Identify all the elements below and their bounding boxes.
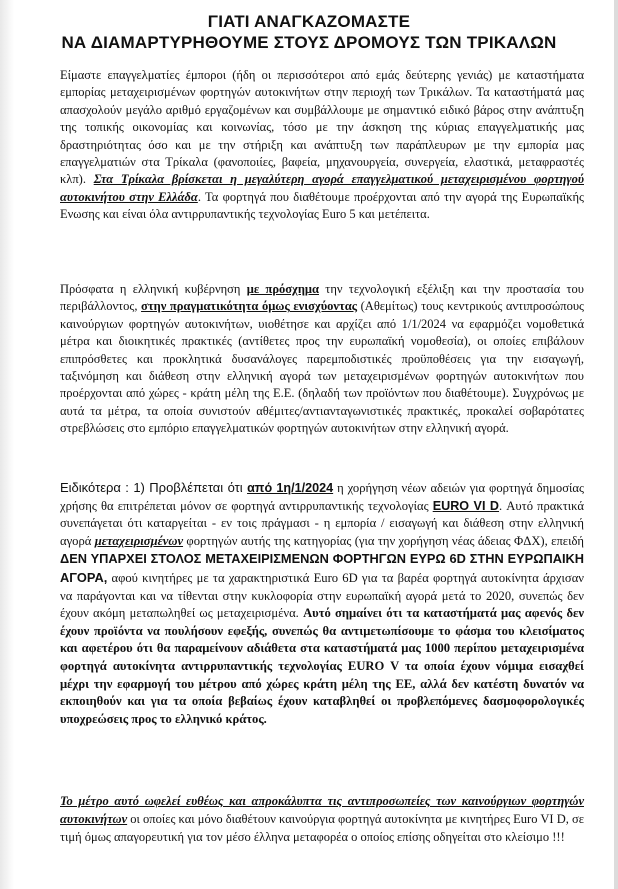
paragraph-specifics: [60, 479, 584, 728]
conclusion-emphasis: Το μέτρο αυτό ωφελεί ευθέως και απροκάλυπτα τις αντιπροσωπείες των καινούργιων φορτηγών αυτοκινήτων: [60, 794, 584, 826]
intro-emphasis: Στα Τρίκαλα βρίσκεται η μεγαλύτερη αγορά επαγγελματικού μεταχειρισμένου φορτηγού αυτοκινήτου στην Ελλάδα: [60, 172, 584, 204]
gov-text-a: Πρόσφατα η ελληνική κυβέρνηση: [60, 282, 247, 296]
specifics-bold: Αυτό σημαίνει ότι τα καταστήματά μας αφενός δεν έχουν προϊόντα να πουλήσουν εφεξής, συνεπώς θα αντιμετωπίσουμε το φάσμα του κλεισίματος και αφετέρου ότι θα παραμείνουν αδιάθετα στα καταστήματά μας 1000 περίπου μεταχειρισμένα φορτηγά αυτοκίνητα αντιρρυπαντικής τεχνολογίας EURO V τα οποία έχουν νόμιμα εισαχθεί μέχρι την εφαρμογή του μέτρου από χώρες κράτη μέλη της ΕΕ, αλλά δεν κατέστη δυνατόν να εκποιηθούν και για τα οποία βεβαίως έχουν καταβληθεί οι προβλεπόμενες δασμοφορολογικές υποχρεώσεις προς το ελληνικό κράτος.: [60, 606, 584, 726]
paragraph-government: [60, 281, 584, 438]
specifics-text-d: αφού κινητήρες με τα χαρακτηριστικά Euro 6D για τα βαρέα φορτηγά αυτοκίνητα άρχισαν να παράγονται και να τίθενται στην κυκλοφορία στην ευρωπαϊκή αγορά μετά το 2020, συνεπώς δεν έχουν ακόμη μεταπωληθεί ως μεταχειρισμένα.: [60, 570, 584, 621]
scan-edge-right: [614, 0, 618, 889]
specifics-lead: Ειδικότερα : 1) Προβλέπεται ότι: [60, 480, 248, 495]
specifics-date: από 1η/1/2024: [247, 481, 334, 495]
title-line-2: ΝΑ ΔΙΑΜΑΡΤΥΡΗΘΟΥΜΕ ΣΤΟΥΣ ΔΡΟΜΟΥΣ ΤΩΝ ΤΡΙΚΑΛΩΝ: [61, 33, 557, 52]
gov-text-c: την τεχνολογική εξέλιξη και την προστασία του περιβάλλοντος,: [60, 282, 584, 314]
specifics-euro: EURO VI D: [432, 498, 500, 513]
scan-edge: [0, 0, 14, 889]
intro-tail: . Τα φορτηγά που διαθέτουμε προέρχονται από την αγορά της Ευρωπαϊκής Ενωσης και είναι όλα αντιρρυπαντικής τεχνολογίας Euro 5 και μετέπειτα.: [60, 189, 584, 222]
gov-pretext: με πρόσχημα: [246, 282, 319, 296]
specifics-caps: ΔΕΝ ΥΠΑΡΧΕΙ ΣΤΟΛΟΣ ΜΕΤΑΧΕΙΡΙΣΜΕΝΩΝ ΦΟΡΤΗΓΩΝ ΕΥΡΩ 6D ΣΤΗΝ ΕΥΡΩΠΑΙΚΗ ΑΓΟΡΑ,: [60, 551, 584, 585]
specifics-used: μεταχειρισμένων: [94, 533, 184, 548]
paragraph-conclusion: [60, 793, 584, 846]
title-line-1: ΓΙΑΤΙ ΑΝΑΓΚΑΖΟΜΑΣΤΕ: [207, 12, 411, 31]
specifics-text-a: η χορήγηση νέων αδειών για φορτηγά δημοσίας χρήσης θα επιτρέπεται μόνον σε φορτηγά αντιρρυπαντικής τεχνολογίας: [60, 481, 584, 513]
conclusion-tail: οι οποίες και μόνο διαθέτουν καινούργια φορτηγά αυτοκίνητα με κινητήρες Euro VI D, σε τιμή όμως απαγορευτική για τον μέσο έλληνα μεταφορέα ο οποίος επίσης οδηγείται στο κλείσιμο !!!: [60, 811, 584, 844]
specifics-text-b: . Αυτό πρακτικά συνεπάγεται ότι καταργείται - εν τοις πράγμασι - η εμπορία / εισαγωγή και διάθεση στην ελληνική αγορά: [60, 498, 584, 548]
gov-text-e: (Αθεμίτως) τους κεντρικούς αντιπροσώπους καινούργιων φορτηγών αυτοκινήτων, υιοθέτησε και αρχίζει από 1/1/2024 να εφαρμόζει νομοθετικά μέτρα και διοικητικές πρακτικές (αντίθετες προς την ευρωπαϊκή νομοθεσία), οι οποίες επιβάλουν επιπρόσθετες και προκλητικά δυσανάλογες παρεμποδιστικές προϋποθέσεις για την εισαγωγή, ταξινόμηση και διάθεση στην ελληνική αγορά των μεταχειρισμένων φορτηγών αυτοκινήτων που προέρχονται από χώρες - κράτη μέλη της Ε.Ε. (δηλαδή των προϊόντων που διαθέτουμε). Συγχρόνως με αυτά τα μέτρα, τα οποία συνιστούν αθέμιτες/αντιανταγωνιστικές πρακτικές, προκαλεί σοβαρότατες στρεβλώσεις στο εμπόριο επαγγελματικών φορτηγών αυτοκινήτων στην ελληνική αγορά.: [60, 299, 584, 436]
gov-reality: στην πραγματικότητα όμως ενισχύοντας: [141, 299, 358, 314]
intro-text: Είμαστε επαγγελματίες έμποροι (ήδη οι περισσότεροι από εμάς δεύτερης γενιάς) με καταστήματα εμπορίας μεταχειρισμένων φορτηγών αυτοκινήτων στην περιοχή των Τρικάλων. Τα καταστήματά μας απασχολούν μεγάλο αριθμό εργαζομένων και συμβάλλουμε με σημαντικό ειδικό βάρος στην ανάπτυξη της τοπικής οικονομίας και κοινωνίας, τόσο με την άσκηση της κύριας επαγγελματικής μας δραστηριότητας όσο και με την στήριξη και ανάπτυξη των παράπλευρων με την εμπορία μας επαγγελματιών στα Τρίκαλα (φανοποιίες, βαφεία, μηχανουργεία, συνεργεία, ελαστικά, μεταφραστές κλπ).: [60, 68, 584, 187]
specifics-text-c: φορτηγών αυτής της κατηγορίας (για την χορήγηση νέας άδειας ΦΔΧ), επειδή: [183, 533, 585, 548]
paragraph-intro: [60, 67, 584, 224]
